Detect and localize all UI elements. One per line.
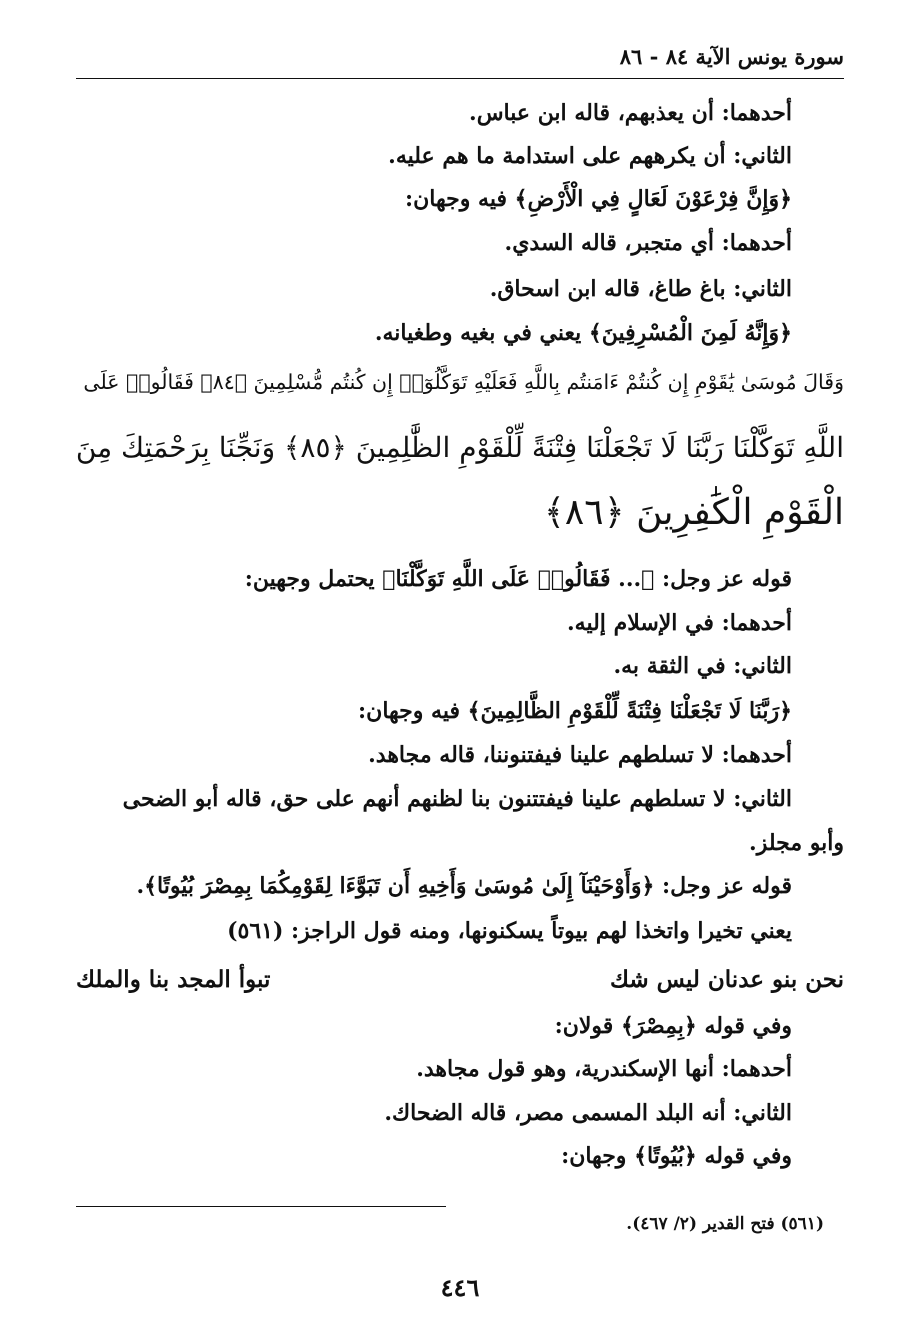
text-line: وفي قوله ﴿بُيُوتًا﴾ وجهان: [561,1143,792,1169]
text-line: ﴿وَإِنَّ فِرْعَوْنَ لَعَالٍ فِي الْأَرْضِ﴾ فيه وجهان: [405,186,792,212]
text-line: الثاني: أن يكرههم على استدامة ما هم عليه. [388,143,792,169]
text-line: الثاني: لا تسلطهم علينا فيفتتنون بنا لظنهم أنهم على حق، قاله أبو الضحى [122,786,792,812]
text-line: ﴿رَبَّنَا لَا تَجْعَلْنَا فِتْنَةً لِّلْقَوْمِ الظَّالِمِينَ﴾ فيه وجهان: [358,698,792,724]
text-line: وأبو مجلز. [749,830,844,856]
poem-hemistich-first: نحن بنو عدنان ليس شك [609,966,844,993]
footnote: (٥٦١) فتح القدير (٢/ ٤٦٧). [626,1214,824,1234]
header-title: سورة يونس الآية ٨٤ - ٨٦ [619,44,844,69]
poem-hemistich-second: تبوأ المجد بنا والملك [76,966,271,993]
footnote-rule [76,1206,446,1207]
text-line: أحدهما: أن يعذبهم، قاله ابن عباس. [469,100,792,126]
quran-verse-line: وَقَالَ مُوسَىٰ يَٰقَوْمِ إِن كُنتُمْ ءَامَنتُم بِاللَّهِ فَعَلَيْهِ تَوَكَّلُوٓا۟ إِن كُنتُم مُّسْلِمِينَ ﴿٨٤﴾ فَقَالُوا۟ عَلَى [83,370,844,394]
text-line: يعني تخيرا واتخذا لهم بيوتاً يسكنونها، ومنه قول الراجز: (٥٦١) [227,918,792,944]
text-line: الثاني: أنه البلد المسمى مصر، قاله الضحاك. [384,1100,792,1126]
text-line: أحدهما: أي متجبر، قاله السدي. [504,230,792,256]
header-rule [76,78,844,79]
text-line: ﴿وَإِنَّهُ لَمِنَ الْمُسْرِفِينَ﴾ يعني في بغيه وطغيانه. [374,320,792,346]
text-line: أحدهما: أنها الإسكندرية، وهو قول مجاهد. [416,1056,792,1082]
quran-verse-line: اللَّهِ تَوَكَّلْنَا رَبَّنَا لَا تَجْعَلْنَا فِتْنَةً لِّلْقَوْمِ الظَّٰلِمِينَ ﴿٨٥﴾ وَنَجِّنَا بِرَحْمَتِكَ مِنَ [75,431,844,464]
text-line: أحدهما: في الإسلام إليه. [567,610,792,636]
text-line: الثاني: باغ طاغ، قاله ابن اسحاق. [489,276,792,302]
text-line: أحدهما: لا تسلطهم علينا فيفتنوننا، قاله مجاهد. [368,742,792,768]
text-line: قوله عز وجل: ﴿... فَقَالُوا۟ عَلَى اللَّهِ تَوَكَّلْنَا﴾ يحتمل وجهين: [244,566,792,592]
text-line: وفي قوله ﴿بِمِصْرَ﴾ قولان: [554,1013,792,1039]
running-header [76,40,844,74]
page-number: ٤٤٦ [440,1273,480,1302]
quran-verse-line: الْقَوْمِ الْكَٰفِرِينَ ﴿٨٦﴾ [543,492,844,533]
text-line: قوله عز وجل: ﴿وَأَوْحَيْنَآ إِلَىٰ مُوسَىٰ وَأَخِيهِ أَن تَبَوَّءَا لِقَوْمِكُمَا بِمِصْرَ بُيُوتًا﴾. [136,873,792,899]
text-line: الثاني: في الثقة به. [613,653,792,679]
